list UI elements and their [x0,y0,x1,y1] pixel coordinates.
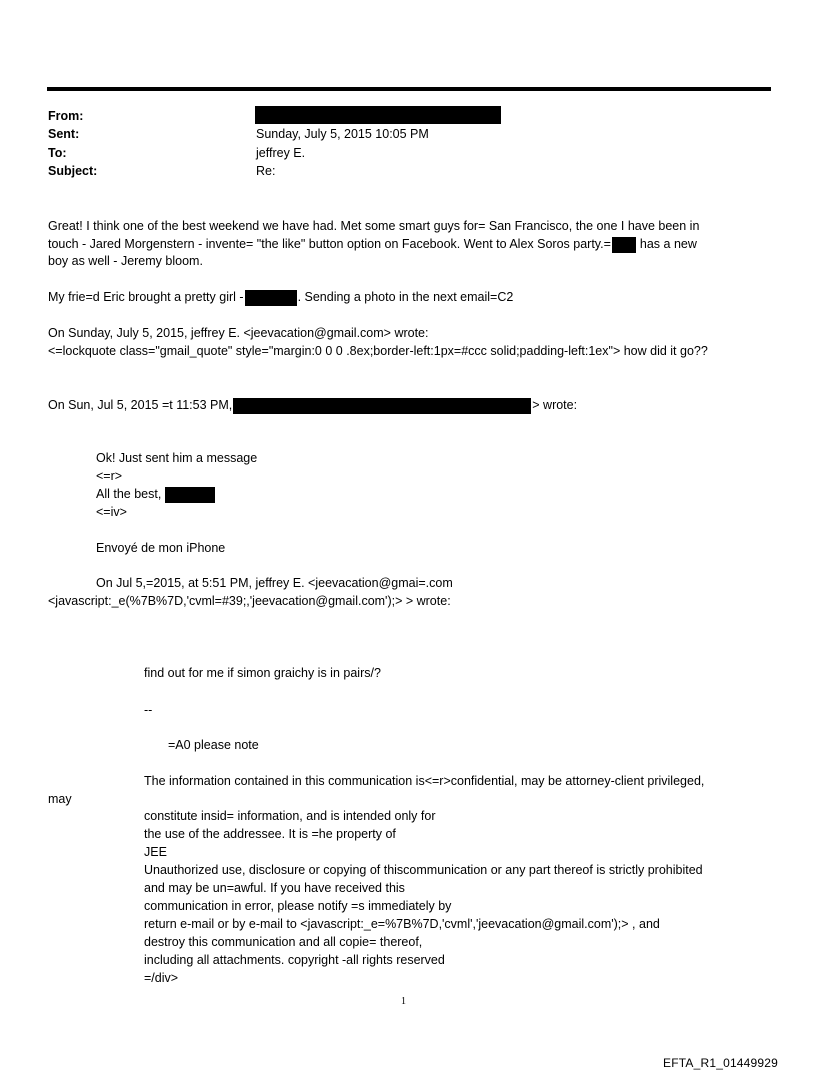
to-value: jeffrey E. [256,146,306,160]
disclaimer-line: including all attachments. copyright -all rights reserved [144,953,445,967]
subject-label: Subject: [48,164,98,178]
quote-line [48,397,577,414]
disclaimer-line: Unauthorized use, disclosure or copying of thiscommunication or any part thereof is strictly prohibited [144,863,703,877]
body-line: boy as well - Jeremy bloom. [48,254,203,268]
header-rule [47,87,771,91]
sent-value: Sunday, July 5, 2015 10:05 PM [256,127,429,141]
body-text: has a new [639,237,697,251]
bates-number: EFTA_R1_01449929 [663,1056,779,1070]
redaction [612,237,636,253]
redaction [233,398,531,414]
body-line: Great! I think one of the best weekend we have had. Met some smart guys for= San Francisco, the one I have been in [48,219,700,233]
message-line: find out for me if simon graichy is in pairs/? [144,666,381,680]
body-text: . Sending a photo in the next email=C2 [297,290,514,304]
reply-line: <=iv> [96,505,127,519]
redaction [165,487,215,503]
quote-line: <javascript:_e(%7B%7D,'cvml=#39;,'jeevacation@gmail.com');> > wrote: [48,594,451,608]
body-text: touch - Jared Morgenstern - invente= "the like" button option on Facebook. Went to Alex Soros party.= [48,237,611,251]
body-line [48,236,697,253]
reply-line: <=r> [96,469,123,483]
reply-line: Ok! Just sent him a message [96,451,258,465]
body-text: All the best, [96,487,162,501]
from-label: From: [48,109,84,123]
disclaimer-line: may [48,792,72,806]
quote-line: <=lockquote class="gmail_quote" style="margin:0 0 0 .8ex;border-left:1px=#ccc solid;padding-left:1ex"> how did it go?? [48,344,708,358]
reply-line [96,486,215,503]
disclaimer-line: constitute insid= information, and is intended only for [144,809,436,823]
body-line [48,289,513,306]
reply-line: Envoyé de mon iPhone [96,541,226,555]
redaction [245,290,297,306]
disclaimer-line: and may be un=awful. If you have received this [144,881,405,895]
sent-label: Sent: [48,127,80,141]
page-number: 1 [401,996,406,1007]
disclaimer-line: destroy this communication and all copie= thereof, [144,935,423,949]
body-text: > wrote: [532,398,578,412]
disclaimer-line: The information contained in this communication is<=r>confidential, may be attorney-client privileged, [144,774,705,788]
quote-line: On Sunday, July 5, 2015, jeffrey E. <jeevacation@gmail.com> wrote: [48,326,429,340]
quote-line: On Jul 5,=2015, at 5:51 PM, jeffrey E. <jeevacation@gmai=.com [96,576,453,590]
disclaimer-line: JEE [144,845,167,859]
message-line: =A0 please note [168,738,259,752]
disclaimer-line: communication in error, please notify =s immediately by [144,899,452,913]
to-label: To: [48,146,67,160]
body-text: My frie=d Eric brought a pretty girl - [48,290,244,304]
subject-value: Re: [256,164,276,178]
disclaimer-line: =/div> [144,971,179,985]
disclaimer-line: the use of the addressee. It is =he property of [144,827,396,841]
from-redaction [255,106,501,124]
message-line: -- [144,703,153,717]
body-text: On Sun, Jul 5, 2015 =t 11:53 PM, [48,398,233,412]
disclaimer-line: return e-mail or by e-mail to <javascript:_e=%7B%7D,'cvml','jeevacation@gmail.com');> , and [144,917,660,931]
